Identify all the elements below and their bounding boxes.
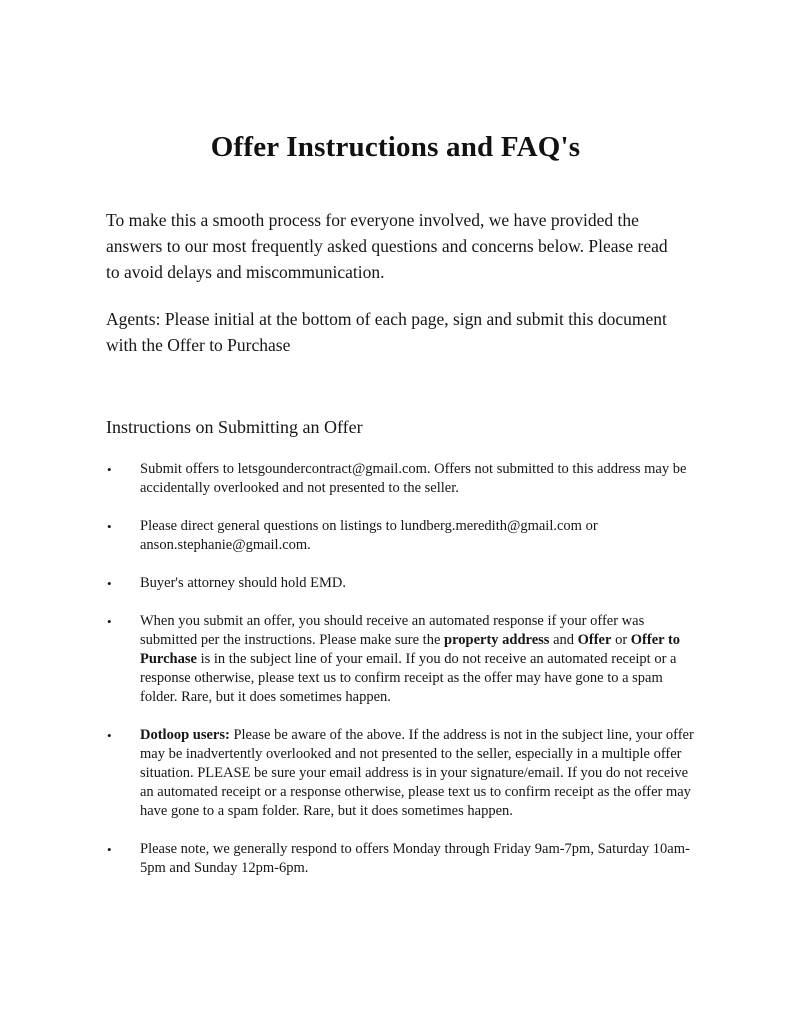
bullet-marker: • xyxy=(107,576,112,591)
bullet-text: Please direct general questions on listings to lundberg.meredith@gmail.com or anson.stephanie@gmail.com. xyxy=(140,518,598,553)
intro-paragraph: To make this a smooth process for everyone involved, we have provided the answers to our most frequently asked questions and concerns below. Please read to avoid delays and miscommunication. xyxy=(106,210,668,282)
instructions-bullet-list xyxy=(0,460,791,878)
bullet-marker: • xyxy=(107,462,112,477)
bullet-item-attorney-emd xyxy=(107,574,791,593)
document-title: Offer Instructions and FAQ's xyxy=(210,131,581,163)
bullet-item-general-questions xyxy=(107,517,791,555)
bullet-item-automated-response xyxy=(107,612,791,707)
bullet-marker: • xyxy=(107,519,112,534)
bullet-item-response-hours xyxy=(107,840,791,878)
bullet-marker: • xyxy=(107,842,112,857)
bullet-text: Dotloop users: Please be aware of the above. If the address is not in the subject line, your offer may be inadvertently overlooked and not presented to the seller, especially in a multiple offer situation. PLEASE be sure your email address is in your signature/email. If you do not receive an automated receipt or a response otherwise, please text us to confirm receipt as the offer may have gone to a spam folder. Rare, but it does sometimes happen. xyxy=(140,727,694,819)
bullet-text: Please note, we generally respond to offers Monday through Friday 9am-7pm, Saturday 10am- 5pm and Sunday 12pm-6pm. xyxy=(140,841,690,876)
bullet-item-dotloop-users xyxy=(107,726,791,821)
bullet-text: When you submit an offer, you should receive an automated response if your offer was submitted per the instructions. Please make sure the property address and Offer or Offer to Purchase is in the subject line of your email. If you do not receive an automated receipt or a response otherwise, please text us to confirm receipt as the offer may have gone to a spam folder. Rare, but it does sometimes happen. xyxy=(140,613,681,705)
bullet-item-submit-offers xyxy=(107,460,791,498)
bullet-text: Buyer's attorney should hold EMD. xyxy=(140,575,346,591)
bullet-text: Submit offers to letsgoundercontract@gmail.com. Offers not submitted to this address may be accidentally overlooked and not presented to the seller. xyxy=(140,461,687,496)
bullet-marker: • xyxy=(107,728,112,743)
bullet-marker: • xyxy=(107,614,112,629)
agents-instruction-paragraph: Agents: Please initial at the bottom of each page, sign and submit this document with the Offer to Purchase xyxy=(106,309,667,355)
section-heading-submitting-offer: Instructions on Submitting an Offer xyxy=(106,417,363,437)
